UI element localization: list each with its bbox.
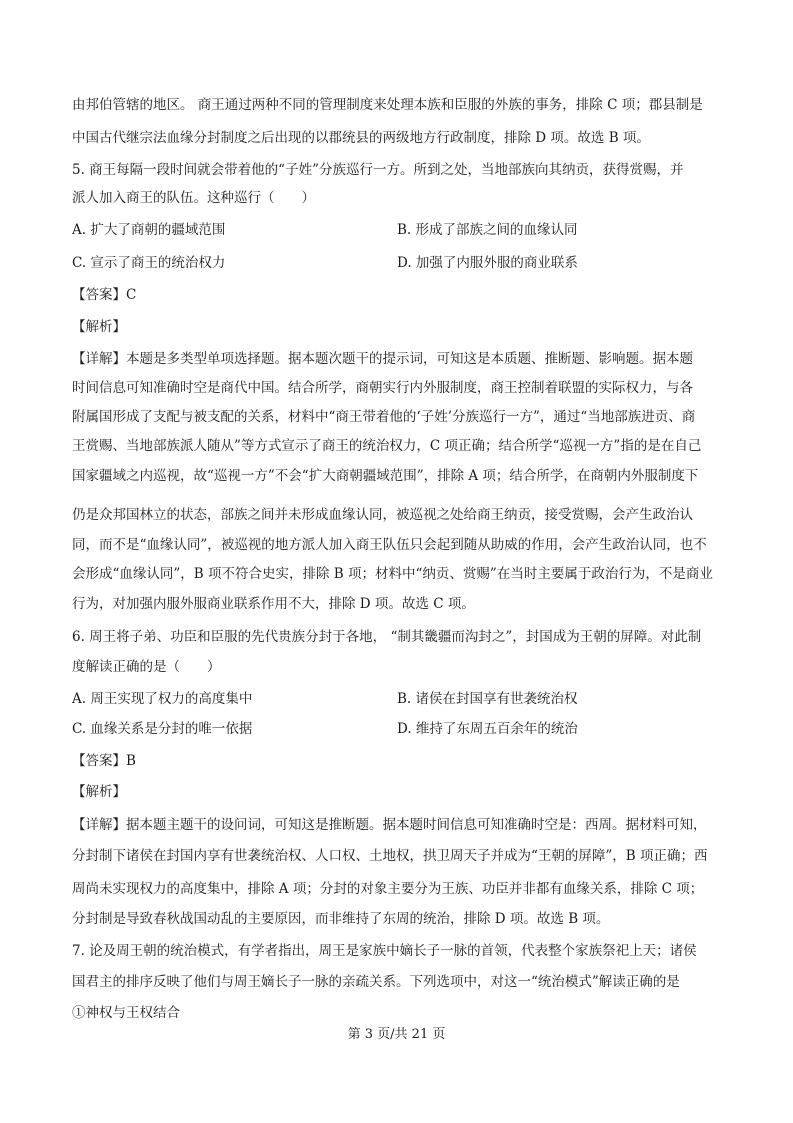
- question-stem: 度解读正确的是（ ）: [72, 659, 221, 675]
- text-line: 由邦伯管辖的地区。 商王通过两种不同的管理制度来处理本族和臣服的外族的事务，排除 C 项；郡县制是: [72, 97, 703, 113]
- option-c: C. 宣示了商王的统治权力: [72, 255, 226, 271]
- analysis-text: 周尚未实现权力的高度集中，排除 A 项；分封的对象主要分为王族、功臣并非都有血缘关系，排除 C 项；: [72, 881, 704, 897]
- analysis-text: 分封制是导致春秋战国动乱的主要原因，而非维持了东周的统治，排除 D 项。故选 B 项。: [72, 911, 610, 927]
- analysis-text: 王赏赐、当地部族派人随从”等方式宣示了商王的统治权力，C 项正确；结合所学“巡视一方”指的是在自己: [72, 438, 702, 454]
- option-a: A. 周王实现了权力的高度集中: [72, 691, 253, 707]
- analysis-text: 分封制下诸侯在封国内享有世袭统治权、人口权、土地权，拱卫周天子并成为“王朝的屏障”，B 项正确；西: [72, 848, 708, 864]
- analysis-text: 【详解】据本题主题干的设问词，可知这是推断题。据本题时间信息可知准确时空是：西周。据材料可知，: [72, 817, 707, 833]
- answer-label: 【答案】B: [72, 753, 136, 769]
- option-b: B. 形成了部族之间的血缘认同: [397, 222, 578, 238]
- question-stem: 6. 周王将子弟、功臣和臣服的先代贵族分封于各地， “制其畿疆而沟封之”，封国成为王朝的屏障。对此制: [72, 629, 702, 645]
- analysis-label: 【解析】: [72, 319, 126, 335]
- question-item: ①神权与王权结合: [72, 1005, 180, 1021]
- page-footer: 第 3 页/共 21 页: [347, 1027, 446, 1042]
- analysis-text: 附属国形成了支配与被支配的关系，材料中“商王带着他的‘子姓’分族巡行一方”，通过“当地部族进贡、商: [72, 409, 696, 425]
- question-stem: 7. 论及周王朝的统治模式，有学者指出，周王是家族中嫡长子一脉的首领，代表整个家族祭祀上天；诸侯: [72, 943, 697, 959]
- question-stem: 派人加入商王的队伍。这种巡行（ ）: [72, 190, 315, 206]
- option-a: A. 扩大了商朝的疆域范围: [72, 222, 226, 238]
- analysis-text: 会形成“血缘认同”，B 项不符合史实，排除 B 项；材料中“纳贡、赏赐”在当时主要属于政治行为，不是商业: [72, 566, 713, 582]
- analysis-text: 同，而不是“血缘认同”，被巡视的地方派人加入商王队伍只会起到随从助威的作用，会产生政治认同，也不: [72, 537, 707, 553]
- option-d: D. 维持了东周五百余年的统治: [397, 721, 578, 737]
- analysis-text: 时间信息可知准确时空是商代中国。结合所学，商朝实行内外服制度，商王控制着联盟的实际权力，与各: [72, 380, 693, 396]
- question-stem: 国君主的排序反映了他们与周王嫡长子一脉的亲疏关系。下列选项中，对这一“统治模式”解读正确的是: [72, 974, 680, 990]
- text-line: 中国古代继宗法血缘分封制度之后出现的以郡统县的两级地方行政制度，排除 D 项。故选 B 项。: [72, 130, 650, 146]
- option-d: D. 加强了内服外服的商业联系: [397, 255, 578, 271]
- analysis-text: 仍是众邦国林立的状态，部族之间并未形成血缘认同，被巡视之处给商王纳贡，接受赏赐，会产生政治认: [72, 507, 693, 523]
- option-b: B. 诸侯在封国享有世袭统治权: [397, 691, 578, 707]
- question-stem: 5. 商王每隔一段时间就会带着他的“子姓”分族巡行一方。所到之处，当地部族向其纳贡，获得赏赐，并: [72, 162, 684, 178]
- analysis-text: 行为，对加强内服外服商业联系作用不大，排除 D 项。故选 C 项。: [72, 596, 475, 612]
- option-c: C. 血缘关系是分封的唯一依据: [72, 721, 253, 737]
- analysis-text: 【详解】本题是多类型单项选择题。据本题次题干的提示词，可知这是本质题、推断题、影响题。据本题: [72, 351, 693, 367]
- answer-label: 【答案】C: [72, 287, 137, 303]
- analysis-label: 【解析】: [72, 784, 126, 800]
- analysis-text: 国家疆域之内巡视，故“巡视一方”不会“扩大商朝疆域范围”，排除 A 项；结合所学，在商朝内外服制度下: [72, 468, 699, 484]
